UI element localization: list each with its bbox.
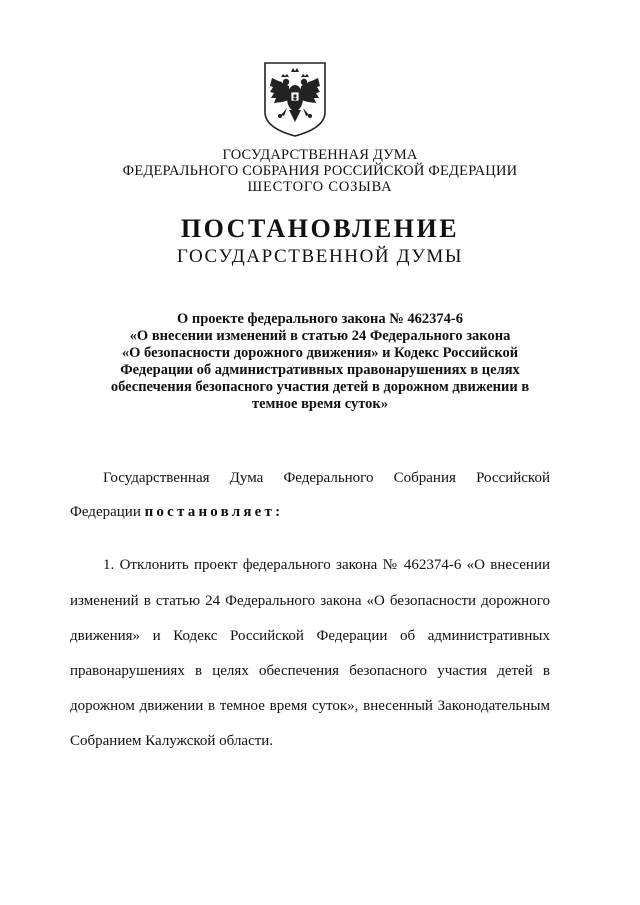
- org-line-1: ГОСУДАРСТВЕННАЯ ДУМА: [222, 147, 418, 163]
- clause-line: дорожном движении в темное время суток», внесенный Законодательным: [70, 698, 550, 714]
- subject-heading: [40, 311, 600, 413]
- org-line-2: ФЕДЕРАЛЬНОГО СОБРАНИЯ РОССИЙСКОЙ ФЕДЕРАЦИИ: [122, 163, 518, 179]
- subject-line: «О внесении изменений в статью 24 Федерального закона: [129, 328, 511, 344]
- clause-line: Собранием Калужской области.: [70, 733, 274, 749]
- clause-line: движения» и Кодекс Российской Федерации об административных: [70, 628, 550, 644]
- document-title: ПОСТАНОВЛЕНИЕ: [180, 214, 460, 243]
- resolves-word: постановляет:: [144, 504, 284, 520]
- clause-line: 1. Отклонить проект федерального закона № 462374-6 «О внесении: [103, 557, 550, 573]
- convocation: ШЕСТОГО СОЗЫВА: [247, 179, 393, 195]
- preamble-lead: Федерации: [70, 504, 145, 520]
- subject-line: Федерации об административных правонарушениях в целях: [120, 362, 520, 378]
- clause-line: правонарушениях в целях обеспечения безопасного участия детей в: [70, 663, 550, 679]
- subject-line: О проекте федерального закона № 462374-6: [176, 311, 464, 327]
- clause-line: изменений в статью 24 Федерального закона «О безопасности дорожного: [70, 593, 550, 609]
- subject-line: «О безопасности дорожного движения» и Кодекс Российской: [121, 345, 519, 361]
- document-header: [0, 147, 640, 195]
- subject-line: обеспечения безопасного участия детей в дорожном движении в: [110, 379, 530, 395]
- preamble-line: Государственная Дума Федерального Собрания Российской: [103, 470, 550, 486]
- russian-coat-of-arms-icon: [262, 60, 328, 138]
- subject-line: темное время суток»: [251, 396, 389, 412]
- document-subtitle: ГОСУДАРСТВЕННОЙ ДУМЫ: [176, 246, 464, 267]
- preamble-line: [70, 503, 550, 521]
